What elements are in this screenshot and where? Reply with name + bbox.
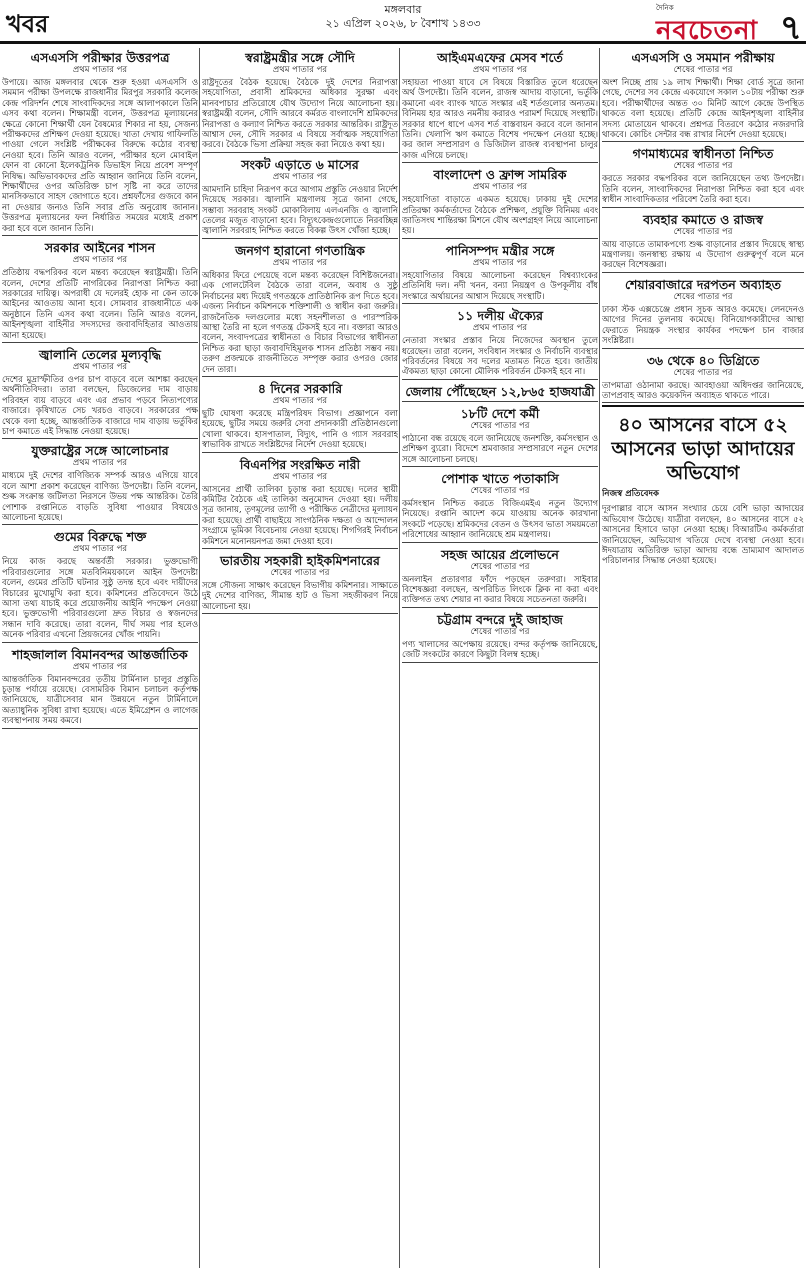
article-headline: পানিসম্পদ মন্ত্রীর সঙ্গে: [445, 242, 555, 258]
continued-label: প্রথম পাতার পর: [272, 471, 328, 482]
continued-label: প্রথম পাতার পর: [272, 395, 328, 406]
article-divider: [202, 376, 398, 377]
article-divider: [602, 207, 804, 208]
article: [202, 48, 398, 153]
continued-label: শেষের পাতার পর: [673, 226, 733, 237]
continued-label: প্রথম পাতার পর: [72, 458, 128, 469]
article-headline: ৪ দিনের সরকারি: [257, 380, 343, 396]
article-divider: [202, 452, 398, 453]
continued-label: প্রথম পাতার পর: [272, 65, 328, 75]
article: [402, 306, 598, 380]
article-headline: আইএমএফের মেসব শর্তে: [437, 50, 563, 65]
article-divider: [602, 348, 804, 349]
logo-tagline: দৈনিক: [656, 4, 674, 12]
article-headline: জনগণ হারানো গণতান্ত্রিক: [235, 242, 365, 258]
article: [602, 351, 804, 404]
article: [2, 48, 198, 236]
article: [2, 441, 198, 525]
newspaper-logo: [656, 2, 766, 46]
article-headline: সংকট এড়াতে ৬ মাসের: [241, 156, 359, 172]
article-headline: ভারতীয় সহকারী হাইকমিশনারের: [220, 553, 380, 568]
article-headline: ৩৬ থেকে ৪০ ডিগ্রিতে: [646, 352, 760, 368]
lead-story-headline: ৪০ আসনের বাসে ৫২ আসনের ভাড়া আদায়ের অভিযোগ: [611, 414, 795, 485]
article-body: আমদানি চাহিদা নিরূপণ করে আগাম প্রস্তুতি নেওয়ার নির্দেশ দিয়েছে সরকার। জ্বালানি মন্ত্রণালয় সূত্রে জানা গেছে, সম্ভাব্য সরবরাহ সংকট মোকাবিলায় এলএনজি ও জ্বালানি তেলের মজুত বাড়ানো হবে। বিদ্যুৎকেন্দ্রগুলোতে নিরবচ্ছিন্ন জ্বালানি সরবরাহ নিশ্চিত করতে বিকল্প উৎস খোঁজা হচ্ছে।: [202, 183, 398, 236]
article-body: উপায়ে। আজ মঙ্গলবার থেকে শুরু হওয়া এসএসসি ও সমমান পরীক্ষা উপলক্ষে রাজধানীর মিরপুর সরকারি কলেজ কেন্দ্র পরিদর্শন শেষে সাংবাদিকদের সঙ্গে আলাপকালে তিনি এসব কথা বলেন। শিক্ষামন্ত্রী বলেন, উত্তরপত্র মূল্যায়নের ক্ষেত্রে কোনো শিক্ষার্থী যেন বৈষম্যের শিকার না হয়, সেজন্য পরীক্ষকদের প্রশিক্ষণ দেওয়া হয়েছে। খাতা দেখায় গাফিলতি পাওয়া গেলে সংশ্লিষ্ট পরীক্ষকের বিরুদ্ধে কঠোর ব্যবস্থা নেওয়া হবে। তিনি আরও বলেন, পরীক্ষার হলে মোবাইল ফোন বা কোনো ইলেকট্রনিক ডিভাইস নিয়ে প্রবেশ সম্পূর্ণ নিষিদ্ধ। অভিভাবকদের প্রতি আহ্বান জানিয়ে তিনি বলেন, শিক্ষার্থীদের ওপর অতিরিক্ত চাপ সৃষ্টি না করে তাদের মানসিকভাবে সাহস জোগাতে হবে। প্রশ্নফাঁসের গুজবে কান না দেওয়ার জন্যও তিনি সবার প্রতি অনুরোধ জানান। উত্তরপত্র মূল্যায়নের ফল নির্ধারিত সময়ের মধ্যেই প্রকাশ করা হবে বলে জানান তিনি।: [2, 77, 198, 233]
article-divider: [402, 542, 598, 543]
column-4: [602, 48, 804, 1268]
article-headline: এসএসসি ও সমমান পরীক্ষায়: [631, 50, 775, 65]
article: [402, 610, 598, 663]
continued-label: শেষের পাতার পর: [470, 626, 530, 637]
article: [602, 48, 804, 142]
lead-story: [602, 405, 804, 565]
lead-story-body: দূরপাল্লার বাসে আসন সংখ্যার চেয়ে বেশি ভাড়া আদায়ের অভিযোগ উঠেছে। যাত্রীরা বলছেন, ৪০ আসনের বাসে ৫২ আসনের হিসাবে ভাড়া নেওয়া হচ্ছে। বিআরটিএ কর্মকর্তারা জানিয়েছেন, অভিযোগ খতিয়ে দেখে ব্যবস্থা নেওয়া হবে। ঈদযাত্রায় অতিরিক্ত ভাড়া আদায় বন্ধে ভ্রাম্যমাণ আদালত পরিচালনার সিদ্ধান্ত নেওয়া হয়েছে।: [602, 503, 804, 566]
continued-label: প্রথম পাতার পর: [72, 661, 128, 672]
continued-label: প্রথম পাতার পর: [472, 257, 528, 268]
continued-label: প্রথম পাতার পর: [472, 323, 528, 334]
article: [602, 275, 804, 349]
article-divider: [402, 303, 598, 304]
article: [602, 210, 804, 273]
continued-label: শেষের পাতার পর: [673, 65, 733, 75]
article-divider: [402, 401, 598, 402]
article-body: আন্তর্জাতিক বিমানবন্দরের তৃতীয় টার্মিনাল চালুর প্রস্তুতি চূড়ান্ত পর্যায়ে রয়েছে। বেসামরিক বিমান চলাচল কর্তৃপক্ষ জানিয়েছে, যাত্রীসেবার মান উন্নয়নে নতুন টার্মিনালে অত্যাধুনিক সুবিধা রাখা হয়েছে। এতে ইমিগ্রেশন ও লাগেজ ব্যবস্থাপনায় সময় কমবে।: [2, 673, 198, 726]
article-divider: [2, 235, 198, 236]
continued-label: প্রথম পাতার পর: [472, 182, 528, 193]
article-divider: [2, 642, 198, 643]
column-2: [202, 48, 398, 1268]
date-label: ২১ এপ্রিল ২০২৬, ৮ বৈশাখ ১৪৩৩: [325, 17, 481, 30]
article-headline: এসএসসি পরীক্ষার উত্তরপত্র: [30, 50, 170, 65]
article-headline: সরকার আইনের শাসন: [44, 240, 156, 256]
article-divider: [402, 662, 598, 663]
article-divider: [602, 402, 804, 403]
article: [2, 645, 198, 729]
article-body: দেশের মুদ্রাস্ফীতির ওপর চাপ বাড়বে বলে আশঙ্কা করছেন অর্থনীতিবিদরা। তারা বলছেন, ডিজেলের দাম বাড়ায় পরিবহন ব্যয় বাড়বে এবং এর প্রভাব পড়বে নিত্যপণ্যের বাজারে। কৃষিখাতে সেচ খরচও বাড়বে। সরকারের পক্ষ থেকে বলা হচ্ছে, আন্তর্জাতিক বাজারে দাম বাড়ায় ভর্তুকির চাপ কমাতে এই সিদ্ধান্ত নেওয়া হয়েছে।: [2, 373, 198, 436]
column-4-articles: [602, 48, 804, 403]
article-divider: [2, 438, 198, 439]
continued-label: শেষের পাতার পর: [470, 420, 530, 431]
column-3: [402, 48, 598, 1268]
continued-label: প্রথম পাতার পর: [272, 257, 328, 268]
article-divider: [402, 466, 598, 467]
article-body: করতে সরকার বদ্ধপরিকর বলে জানিয়েছেন তথ্য উপদেষ্টা। তিনি বলেন, সাংবাদিকদের নিরাপত্তা নিশ্চিত করা হবে এবং স্বাধীন সাংবাদিকতার পরিবেশ তৈরি করা হবে।: [602, 173, 804, 205]
article: [602, 144, 804, 207]
article-body: তাপমাত্রা ওঠানামা করছে। আবহাওয়া অধিদপ্তর জানিয়েছে, তাপপ্রবাহ আরও কয়েকদিন অব্যাহত থাকতে পারে।: [602, 379, 804, 400]
article: [402, 545, 598, 608]
article-divider: [602, 141, 804, 142]
article-divider: [202, 152, 398, 153]
article-body: নেতারা সংস্কার প্রস্তাব নিয়ে নিজেদের অবস্থান তুলে ধরেছেন। তারা বলেন, সংবিধান সংস্কার ও নির্বাচনি ব্যবস্থার পরিবর্তনের বিষয়ে সব দলের মতামত নিতে হবে। জাতীয় ঐকমত্য ছাড়া কোনো মৌলিক পরিবর্তন টেকসই হবে না।: [402, 335, 598, 377]
article-headline: পোশাক খাতে পতাকাসি: [441, 470, 559, 486]
article-body: অংশ নিচ্ছে প্রায় ১৯ লাখ শিক্ষার্থী। শিক্ষা বোর্ড সূত্রে জানা গেছে, দেশের সব কেন্দ্রে একযোগে সকাল ১০টায় পরীক্ষা শুরু হবে। পরীক্ষার্থীদের অন্তত ৩০ মিনিট আগে কেন্দ্রে উপস্থিত থাকতে বলা হয়েছে। প্রতিটি কেন্দ্রে আইনশৃঙ্খলা বাহিনীর সদস্য মোতায়েন থাকবে। প্রশ্নপত্র বিতরণে কঠোর নজরদারি থাকবে। কোচিং সেন্টার বন্ধ রাখার নির্দেশ দেওয়া হয়েছে।: [602, 77, 804, 140]
article: [202, 241, 398, 377]
article-headline: ব্যবহার কমাতে ও রাজস্ব: [643, 211, 763, 227]
column-divider: [399, 48, 400, 1268]
article-headline: বিএনপির সংরক্ষিত নারী: [239, 456, 361, 472]
continued-label: প্রথম পাতার পর: [272, 171, 328, 182]
article-divider: [2, 524, 198, 525]
article-headline: শেয়ারবাজারে দরপতন অব্যাহত: [624, 276, 782, 292]
page-number: ৭: [779, 8, 802, 48]
article-body: পণ্য খালাসের অপেক্ষায় রয়েছে। বন্দর কর্তৃপক্ষ জানিয়েছে, জেটি সংকটের কারণে কিছুটা বিলম্ব হচ্ছে।: [402, 638, 598, 660]
article-headline: ১১ দলীয় ঐক্যের: [456, 308, 544, 324]
section-title: খবর: [6, 9, 49, 38]
article: [402, 165, 598, 239]
article-headline: জেলায় পৌঁছেছেন ১২,৮৬৫ হাজযাত্রী: [405, 383, 595, 399]
article-headline: শাহজালাল বিমানবন্দর আন্তর্জাতিক: [12, 646, 188, 662]
article-headline: জ্বালানি তেলের মূল্যবৃদ্ধি: [39, 346, 161, 362]
article: [202, 155, 398, 239]
article-body: ঢাকা স্টক এক্সচেঞ্জে প্রধান সূচক আরও কমেছে। লেনদেনও আগের দিনের তুলনায় কমেছে। বিনিয়োগকারীদের আস্থা ফেরাতে নিয়ন্ত্রক সংস্থার কার্যকর পদক্ষেপ চান বাজার সংশ্লিষ্টরা।: [602, 303, 804, 346]
article: [2, 238, 198, 343]
article-body: ছুটি ঘোষণা করেছে মন্ত্রিপরিষদ বিভাগ। প্রজ্ঞাপনে বলা হয়েছে, ছুটির সময়ে জরুরি সেবা প্রদানকারী প্রতিষ্ঠানগুলো খোলা থাকবে। হাসপাতাল, বিদ্যুৎ, পানি ও গ্যাস সরবরাহ স্বাভাবিক রাখতে সংশ্লিষ্টদের নির্দেশ দেওয়া হয়েছে।: [202, 407, 398, 450]
article: [202, 551, 398, 614]
article-headline: ১৮টি দেশে কর্মী: [460, 405, 540, 421]
article-body: সহায়তা পাওয়া যাবে সে বিষয়ে বিস্তারিত তুলে ধরেছেন অর্থ উপদেষ্টা। তিনি বলেন, রাজস্ব আদায় বাড়ানো, ভর্তুকি কমানো এবং ব্যাংক খাতে সংস্কার এই শর্তগুলোর অন্যতম। বিনিময় হার আরও নমনীয় করারও পরামর্শ দিয়েছে সংস্থাটি। সরকার ধাপে ধাপে এসব শর্ত বাস্তবায়ন করবে বলে জানান তিনি। খেলাপি ঋণ কমাতে বিশেষ পদক্ষেপ নেওয়া হচ্ছে। কর জাল সম্প্রসারণ ও ডিজিটাল রাজস্ব ব্যবস্থাপনা চালুর কাজ এগিয়ে চলছে।: [402, 77, 598, 160]
article-divider: [602, 272, 804, 273]
article-divider: [402, 607, 598, 608]
column-divider: [199, 48, 200, 1268]
article-divider: [202, 613, 398, 614]
article: [402, 382, 598, 402]
column-divider: [599, 48, 600, 1268]
article-divider: [402, 162, 598, 163]
article-divider: [202, 548, 398, 549]
article-body: মাধ্যমে দুই দেশের বাণিজ্যিক সম্পর্ক আরও এগিয়ে যাবে বলে আশা প্রকাশ করেছেন বাণিজ্য উপদেষ্টা। তিনি বলেন, শুল্ক সংক্রান্ত জটিলতা নিরসনে উভয় পক্ষ আন্তরিক। তৈরি পোশাক রপ্তানিতে বাড়তি সুবিধা পাওয়ার বিষয়েও আলোচনা হয়েছে।: [2, 470, 198, 522]
article-divider: [2, 728, 198, 729]
continued-label: শেষের পাতার পর: [673, 161, 733, 172]
continued-label: শেষের পাতার পর: [470, 485, 530, 496]
lead-story-byline: নিজস্ব প্রতিবেদক: [602, 489, 659, 500]
continued-label: প্রথম পাতার পর: [72, 544, 128, 555]
article: [402, 241, 598, 304]
article-body: কর্মসংস্থান নিশ্চিত করতে বিজিএমইএ নতুন উদ্যোগ নিয়েছে। রপ্তানি আদেশ কমে যাওয়ায় অনেক কারখানা সংকটে পড়েছে। শ্রমিকদের বেতন ও উৎসব ভাতা সময়মতো পরিশোধের আহ্বান জানিয়েছে শ্রম মন্ত্রণালয়।: [402, 497, 598, 540]
article: [402, 48, 598, 163]
article-body: আয় বাড়াতে তামাকপণ্যে শুল্ক বাড়ানোর প্রস্তাব দিয়েছে স্বাস্থ্য মন্ত্রণালয়। জনস্বাস্থ্য রক্ষায় এ উদ্যোগ গুরুত্বপূর্ণ বলে মনে করছেন বিশেষজ্ঞরা।: [602, 238, 804, 270]
article: [2, 527, 198, 642]
article-body: রাষ্ট্রদূতের বৈঠক হয়েছে। বৈঠকে দুই দেশের নিরাপত্তা সহযোগিতা, প্রবাসী শ্রমিকদের অধিকার সুরক্ষা এবং মানবপাচার প্রতিরোধে যৌথ উদ্যোগ নিয়ে আলোচনা হয়। স্বরাষ্ট্রমন্ত্রী বলেন, সৌদি আরবে কর্মরত বাংলাদেশি শ্রমিকদের নিরাপত্তা ও কল্যাণ নিশ্চিত করতে সরকার আন্তরিক। রাষ্ট্রদূত আশ্বাস দেন, সৌদি সরকার এ বিষয়ে সর্বাত্মক সহযোগিতা করবে। বৈঠকে ভিসা প্রক্রিয়া সহজ করা নিয়েও কথা হয়।: [202, 77, 398, 150]
continued-label: শেষের পাতার পর: [673, 291, 733, 302]
continued-label: প্রথম পাতার পর: [72, 65, 128, 75]
article-body: পাঠানো বন্ধ রয়েছে বলে জানিয়েছে জনশক্তি, কর্মসংস্থান ও প্রশিক্ষণ ব্যুরো। বিদেশে শ্রমবাজার সম্প্রসারণে নতুন দেশের সঙ্গে আলোচনা চলছে।: [402, 432, 598, 464]
continued-label: প্রথম পাতার পর: [72, 255, 128, 266]
column-1: [2, 48, 198, 1268]
article-divider: [402, 379, 598, 380]
continued-label: শেষের পাতার পর: [673, 367, 733, 378]
article-headline: যুক্তরাষ্ট্রের সঙ্গে আলোচনার: [31, 443, 169, 459]
article-headline: সহজ আয়ের প্রলোভনে: [441, 546, 559, 562]
article-headline: চট্টগ্রাম বন্দরে দুই জাহাজ: [437, 611, 563, 627]
article-body: অনলাইন প্রতারণার ফাঁদে পড়ছেন তরুণরা। সাইবার বিশেষজ্ঞরা বলছেন, অপরিচিত লিংকে ক্লিক না করা এবং ব্যক্তিগত তথ্য শেয়ার না করার বিষয়ে সচেতনতা জরুরি।: [402, 573, 598, 605]
article: [202, 455, 398, 549]
article: [202, 379, 398, 453]
article-body: প্রতিষ্ঠায় বদ্ধপরিকর বলে মন্তব্য করেছেন স্বরাষ্ট্রমন্ত্রী। তিনি বলেন, দেশের প্রতিটি নাগরিকের নিরাপত্তা নিশ্চিত করা সরকারের দায়িত্ব। অপরাধী যে দলেরই হোক না কেন তাকে আইনের আওতায় আনা হবে। সোমবার রাজধানীতে এক অনুষ্ঠানে তিনি এসব কথা বলেন। তিনি আরও বলেন, আইনশৃঙ্খলা বাহিনীর সদস্যদের জবাবদিহিতার আওতায় আনা হয়েছে।: [2, 267, 198, 340]
article-body: নিয়ে কাজ করছে অন্তর্বর্তী সরকার। ভুক্তভোগী পরিবারগুলোর সঙ্গে মতবিনিময়কালে আইন উপদেষ্টা বলেন, গুমের প্রতিটি ঘটনার সুষ্ঠু তদন্ত হবে এবং দায়ীদের বিচারের মুখোমুখি করা হবে। কমিশনের প্রতিবেদনে উঠে আসা তথ্য যাচাই করে প্রয়োজনীয় আইনি পদক্ষেপ নেওয়া হবে। ভুক্তভোগী পরিবারগুলো দ্রুত বিচার ও স্বজনদের সন্ধান দাবি করেছে। তারা বলেন, দীর্ঘ সময় পার হলেও অনেক পরিবার এখনো প্রিয়জনের খোঁজ পায়নি।: [2, 556, 198, 640]
article-headline: গুমের বিরুদ্ধে শক্ত: [53, 529, 147, 545]
continued-label: শেষের পাতার পর: [270, 568, 330, 578]
article-divider: [202, 238, 398, 239]
article-headline: গণমাধ্যমের স্বাধীনতা নিশ্চিত: [632, 146, 774, 162]
article-body: আসনের প্রার্থী তালিকা চূড়ান্ত করা হয়েছে। দলের স্থায়ী কমিটির বৈঠকে এই তালিকা অনুমোদন দেওয়া হয়। দলীয় সূত্র জানায়, তৃণমূলের ত্যাগী ও পরীক্ষিত নেত্রীদের মূল্যায়ন করা হয়েছে। প্রার্থী বাছাইয়ে সাংগঠনিক দক্ষতা ও আন্দোলন সংগ্রামে ভূমিকা বিবেচনায় নেওয়া হয়েছে। শিগগিরই নির্বাচন কমিশনে মনোনয়নপত্র জমা দেওয়া হবে।: [202, 483, 398, 546]
article-body: সহযোগিতার বিষয়ে আলোচনা করেছেন বিশ্বব্যাংকের প্রতিনিধি দল। নদী খনন, বন্যা নিয়ন্ত্রণ ও উপকূলীয় বাঁধ সংস্কারে অর্থায়নের আশ্বাস দিয়েছে সংস্থাটি।: [402, 269, 598, 301]
article: [402, 469, 598, 543]
continued-label: প্রথম পাতার পর: [72, 361, 128, 372]
article-body: সহযোগিতা বাড়াতে একমত হয়েছে। ঢাকায় দুই দেশের প্রতিরক্ষা কর্মকর্তাদের বৈঠকে প্রশিক্ষণ, প্রযুক্তি বিনিময় এবং জাতিসংঘ শান্তিরক্ষা মিশনে যৌথ অংশগ্রহণ নিয়ে আলোচনা হয়।: [402, 194, 598, 236]
article-headline: বাংলাদেশ ও ফ্রান্স সামরিক: [433, 167, 567, 183]
article-divider: [402, 238, 598, 239]
article-body: অধিকার ফিরে পেয়েছে বলে মন্তব্য করেছেন বিশিষ্টজনেরা। এক গোলটেবিল বৈঠকে তারা বলেন, অবাধ ও সুষ্ঠু নির্বাচনের মধ্য দিয়েই গণতন্ত্রকে প্রাতিষ্ঠানিক রূপ দিতে হবে। এজন্য নির্বাচন কমিশনকে শক্তিশালী ও স্বাধীন করা জরুরি। রাজনৈতিক দলগুলোর মধ্যে সহনশীলতা ও পারস্পরিক আস্থা তৈরি না হলে গণতন্ত্র টেকসই হবে না। বক্তারা আরও বলেন, সংবাদপত্রের স্বাধীনতা ও বিচার বিভাগের স্বাধীনতা নিশ্চিত করা ছাড়া জবাবদিহিমূলক শাসন প্রতিষ্ঠা সম্ভব নয়। তরুণ প্রজন্মকে রাজনীতিতে সম্পৃক্ত করার ওপরও জোর দেন তারা।: [202, 269, 398, 374]
article: [2, 345, 198, 439]
masthead: [0, 0, 806, 48]
continued-label: প্রথম পাতার পর: [472, 65, 528, 75]
continued-label: শেষের পাতার পর: [470, 561, 530, 572]
article: [402, 404, 598, 467]
article-body: সঙ্গে সৌজন্য সাক্ষাৎ করেছেন বিভাগীয় কমিশনার। সাক্ষাতে দুই দেশের বাণিজ্য, সীমান্ত হাট ও ভিসা সহজীকরণ নিয়ে আলোচনা হয়।: [202, 580, 398, 611]
day-label: মঙ্গলবার: [384, 3, 422, 16]
article-headline: স্বরাষ্ট্রমন্ত্রীর সঙ্গে সৌদি: [245, 50, 355, 65]
logo-text: নবচেতনা: [656, 16, 759, 46]
article-divider: [2, 342, 198, 343]
